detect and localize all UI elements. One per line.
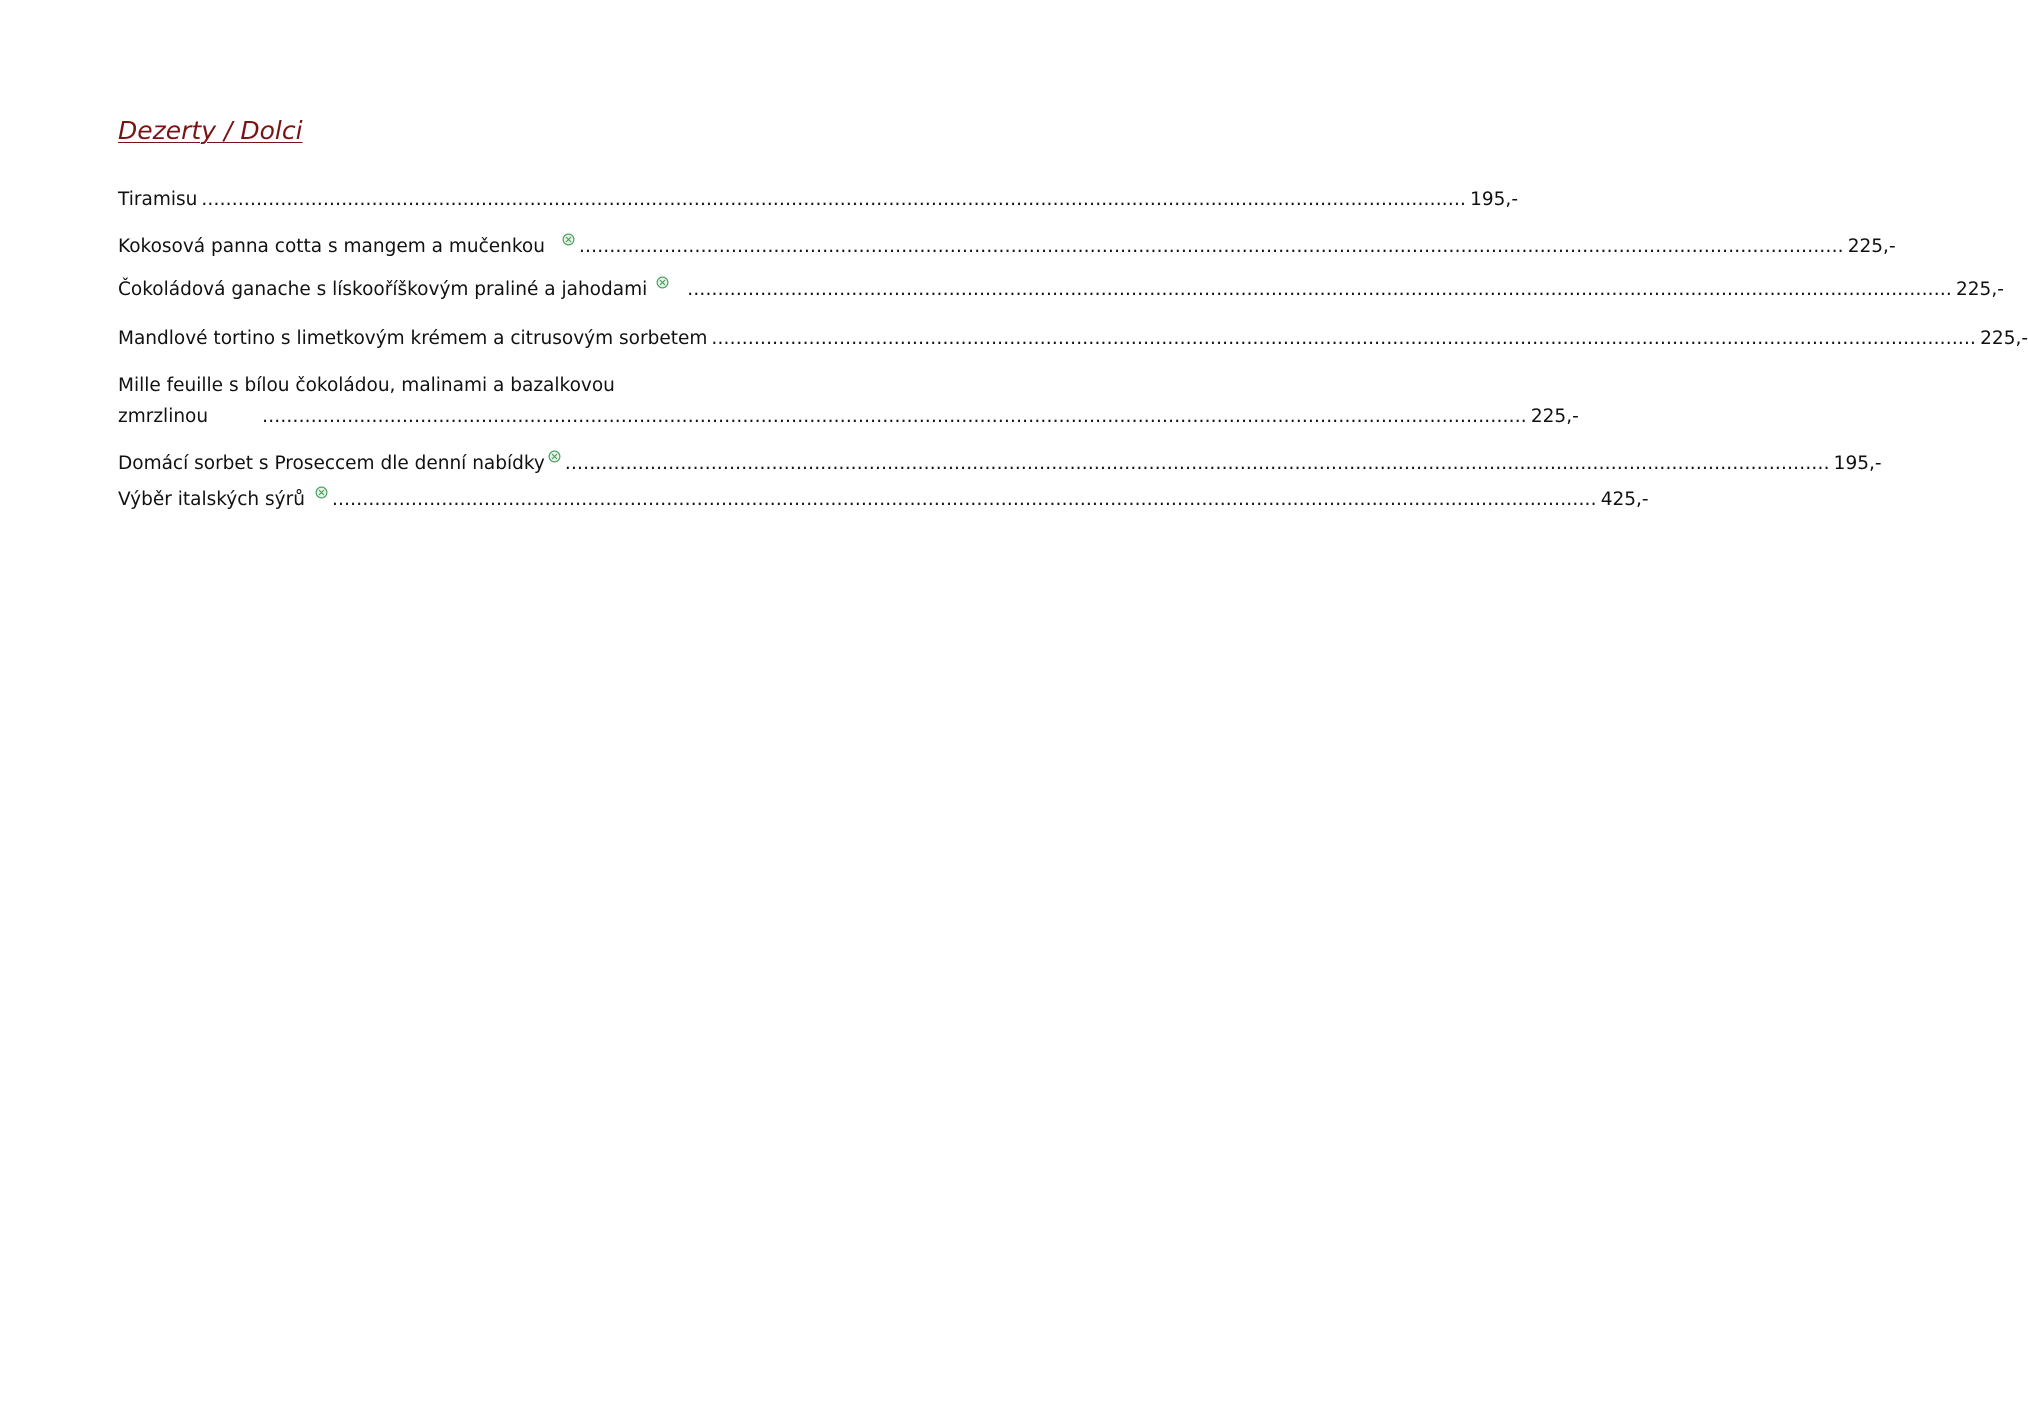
item-name: Výběr italských sýrů <box>118 489 305 510</box>
item-name: Mandlové tortino s limetkovým krémem a citrusovým sorbetem <box>118 328 708 349</box>
dot-leader: ................................................................................................................................................................................................................ <box>201 189 1467 210</box>
item-name: Tiramisu <box>118 189 198 210</box>
item-price: 225,- <box>1530 406 1579 427</box>
menu-item-tortino <box>118 327 2028 351</box>
section-title: Dezerty / Dolci <box>118 116 303 145</box>
menu-item-sorbet <box>118 452 1882 476</box>
dot-leader: ................................................................................................................................................................................................................ <box>711 328 1977 349</box>
item-price: 195,- <box>1833 453 1882 474</box>
item-name: Čokoládová ganache s lískooříškovým praliné a jahodami <box>118 279 648 300</box>
menu-item-panna-cotta <box>118 235 1896 259</box>
menu-item-tiramisu <box>118 188 1518 212</box>
dot-leader: ................................................................................................................................................................................................................ <box>331 489 1597 510</box>
item-price: 425,- <box>1600 489 1649 510</box>
menu-item-ganache <box>118 278 2004 302</box>
vegetarian-icon <box>562 233 575 246</box>
vegetarian-icon <box>548 450 561 463</box>
vegetarian-icon <box>656 276 669 289</box>
item-name: Domácí sorbet s Proseccem dle denní nabídky <box>118 453 545 474</box>
item-price: 195,- <box>1470 189 1518 210</box>
item-name-line1: Mille feuille s bílou čokoládou, malinami a bazalkovou <box>118 375 615 396</box>
item-price: 225,- <box>1956 279 2004 300</box>
item-price: 225,- <box>1847 236 1896 257</box>
menu-item-mille-feuille <box>118 405 1579 429</box>
menu-item-cheese <box>118 488 1649 512</box>
item-name: Kokosová panna cotta s mangem a mučenkou <box>118 236 545 257</box>
dot-leader: ................................................................................................................................................................................................................ <box>687 279 1953 300</box>
dot-leader: ................................................................................................................................................................................................................ <box>578 236 1844 257</box>
vegetarian-icon <box>315 486 328 499</box>
dot-leader: ................................................................................................................................................................................................................ <box>262 406 1527 427</box>
item-name-line2: zmrzlinou <box>118 406 209 427</box>
dot-leader: ................................................................................................................................................................................................................ <box>564 453 1830 474</box>
item-price: 225,- <box>1980 328 2028 349</box>
